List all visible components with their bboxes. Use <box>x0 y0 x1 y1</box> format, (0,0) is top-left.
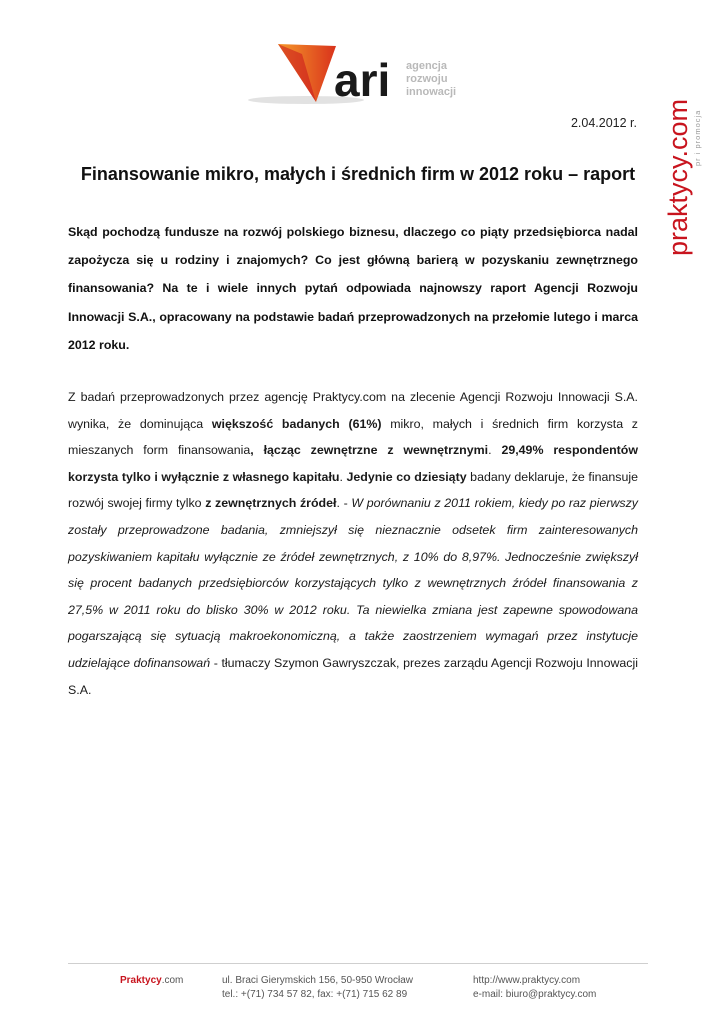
footer-brand <box>120 974 183 988</box>
body-text-3: . <box>488 443 502 458</box>
footer-email: e-mail: biuro@praktycy.com <box>473 989 597 1000</box>
body-bold-4: Jedynie co dziesiąty <box>346 469 467 484</box>
body-text-4: . <box>339 469 347 484</box>
ari-logo <box>248 40 463 108</box>
footer-address <box>222 974 413 1002</box>
body-text-6: . - <box>336 496 352 511</box>
body-text-7: - tłumaczy Szymon Gawryszczak, prezes zarządu Agencji Rozwoju Innowacji S.A. <box>68 655 638 697</box>
side-brand-name: praktycy.com <box>663 98 693 256</box>
logo-tagline-3: innowacji <box>406 86 457 98</box>
article-body <box>68 384 638 703</box>
footer-website: http://www.praktycy.com <box>473 975 581 986</box>
footer-phone-line: tel.: +(71) 734 57 82, fax: +(71) 715 62 89 <box>222 989 408 1000</box>
logo-name: ari <box>334 54 391 106</box>
footer-brand-bold: Praktycy <box>120 975 162 986</box>
logo-tagline-1: agencja <box>406 60 447 72</box>
footer-divider <box>68 963 648 964</box>
body-bold-1: większość badanych (61%) <box>211 416 382 431</box>
praktycy-side-logo <box>654 56 704 266</box>
side-brand-tagline: pr i promocja <box>693 109 702 166</box>
body-bold-2: , łącząc zewnętrzne z wewnętrznymi <box>250 443 489 458</box>
body-bold-5: z zewnętrznych źródeł <box>205 496 337 511</box>
body-text-5: badany deklaruje, że finansuje rozwój swojej firmy tylko <box>68 469 638 511</box>
footer-address-line: ul. Braci Gierymskich 156, 50-950 Wrocław <box>222 975 413 986</box>
body-bold-3: 29,49% respondentów korzysta tylko i wyłącznie z własnego kapitału <box>68 443 639 484</box>
body-text-2: mikro, małych i średnich firm korzysta z mieszanych form finansowania <box>68 416 638 458</box>
logo-tagline-2: rozwoju <box>406 73 448 85</box>
body-quote: W porównaniu z 2011 rokiem, kiedy po raz pierwszy zostały przeprowadzone badania, zmniejszył się nieznacznie odsetek firm zainteresowanych pozyskiwaniem kapitału wyłącznie ze źródeł zewnętrznych, z 10% do 8,97%. Jednocześnie zwiększył się procent badanych przedsiębiorców korzystających tylko z wewnętrznych źródeł finansowania z 27,5% w 2011 roku do blisko 30% w 2012 roku. Ta niewielka zmiana jest zapewne spowodowana pogarszającą się sytuacją makroekonomiczną, a także zaostrzeniem wymagań przez instytucje udzielające dofinansowań <box>68 496 638 670</box>
footer-contact <box>473 974 596 1002</box>
article-lead: Skąd pochodzą fundusze na rozwój polskiego biznesu, dlaczego co piąty przedsiębiorca nadal zapożycza się u rodziny i znajomych? Co jest główną barierą w pozyskaniu zewnętrznego finansowania? Na te i wiele innych pytań odpowiada najnowszy raport Agencji Rozwoju Innowacji S.A., opracowany na podstawie badań przeprowadzonych na przełomie lutego i marca 2012 roku. <box>68 225 638 352</box>
footer-brand-rest: .com <box>161 975 184 986</box>
article-title: Finansowanie mikro, małych i średnich firm w 2012 roku – raport <box>80 164 636 184</box>
document-date: 2.04.2012 r. <box>570 116 637 130</box>
body-text-1: Z badań przeprowadzonych przez agencję Praktycy.com na zlecenie Agencji Rozwoju Innowacji S.A. wynika, że dominująca <box>68 390 638 431</box>
